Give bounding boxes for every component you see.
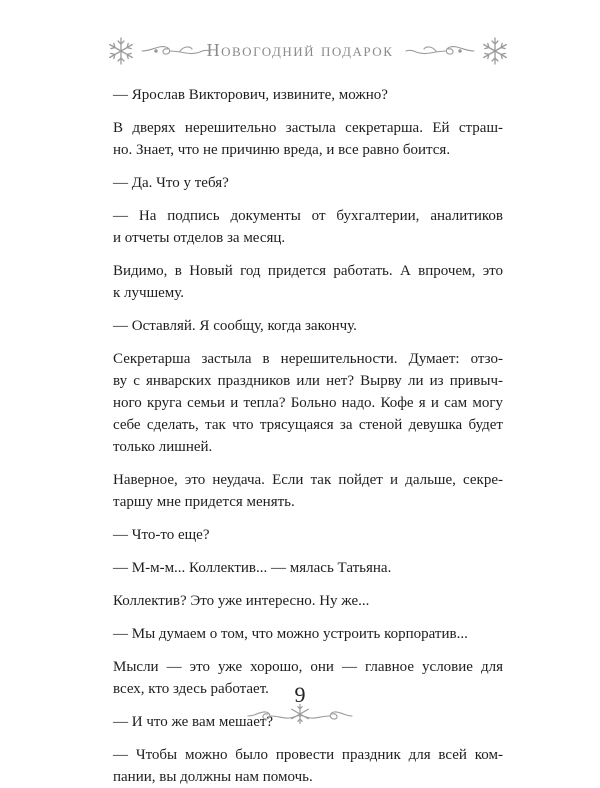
text-line: Видимо, в Новый год придется работать. А впрочем, это (113, 263, 503, 279)
running-header (0, 30, 600, 70)
snowflake-icon (480, 36, 510, 66)
paragraph (113, 469, 503, 513)
text-line: и отчеты отделов за месяц. (113, 230, 286, 246)
text-line: — И что же вам мешает? (113, 714, 274, 730)
text-line: — На подпись документы от бухгалтерии, аналитиков (113, 208, 503, 224)
page-footer (0, 676, 600, 736)
text-line: — Да. Что у тебя? (113, 175, 229, 191)
text-line: — Мы думаем о том, что можно устроить корпоратив... (113, 626, 468, 642)
text-line: только лишней. (113, 439, 213, 455)
text-line: Мысли — это уже хорошо, они — главное условие для (113, 659, 503, 675)
running-header-title: Новогодний подарок (206, 40, 394, 60)
paragraph (113, 623, 503, 645)
text-line: к лучшему. (113, 285, 185, 301)
text-line: Коллектив? Это уже интересно. Ну же... (113, 593, 370, 609)
paragraph (113, 172, 503, 194)
text-line: Наверное, это неудача. Если так пойдет и дальше, секре- (113, 472, 503, 488)
paragraph (113, 524, 503, 546)
text-line: В дверях нерешительно застыла секретарша. Ей страш- (113, 120, 503, 136)
paragraph (113, 117, 503, 161)
text-line: себе сделать, так что трясущаяся за стеной девушка будет (113, 417, 503, 433)
text-line: Секретарша застыла в нерешительности. Думает: отзо- (113, 351, 503, 367)
text-line: — Что-то еще? (113, 527, 210, 543)
page-number: 9 (294, 682, 306, 707)
text-line: пании, вы должны нам помочь. (113, 769, 313, 785)
text-line: но. Знает, что не причиню вреда, и все равно боится. (113, 142, 451, 158)
paragraph (113, 590, 503, 612)
paragraph (113, 557, 503, 579)
text-line: — Чтобы можно было провести праздник для всей ком- (113, 747, 503, 763)
text-line: ву с январских праздников или нет? Вырву ли из привыч- (113, 373, 503, 389)
text-line: ного круга семьи и тепла? Больно надо. Кофе я и сам могу (113, 395, 503, 411)
paragraph (113, 84, 503, 106)
paragraph (113, 260, 503, 304)
text-line: — Оставляй. Я сообщу, когда закончу. (113, 318, 357, 334)
text-line: таршу мне придется менять. (113, 494, 295, 510)
right-flourish-ornament (404, 42, 476, 60)
text-line: — М-м-м... Коллектив... — мялась Татьяна. (113, 560, 392, 576)
paragraph (113, 744, 503, 788)
text-line: — Ярослав Викторович, извините, можно? (113, 87, 388, 103)
paragraph (113, 315, 503, 337)
paragraph (113, 205, 503, 249)
text-line: всех, кто здесь работает. (113, 681, 269, 697)
paragraph (113, 348, 503, 458)
footer-right-flourish-ornament (298, 708, 354, 724)
